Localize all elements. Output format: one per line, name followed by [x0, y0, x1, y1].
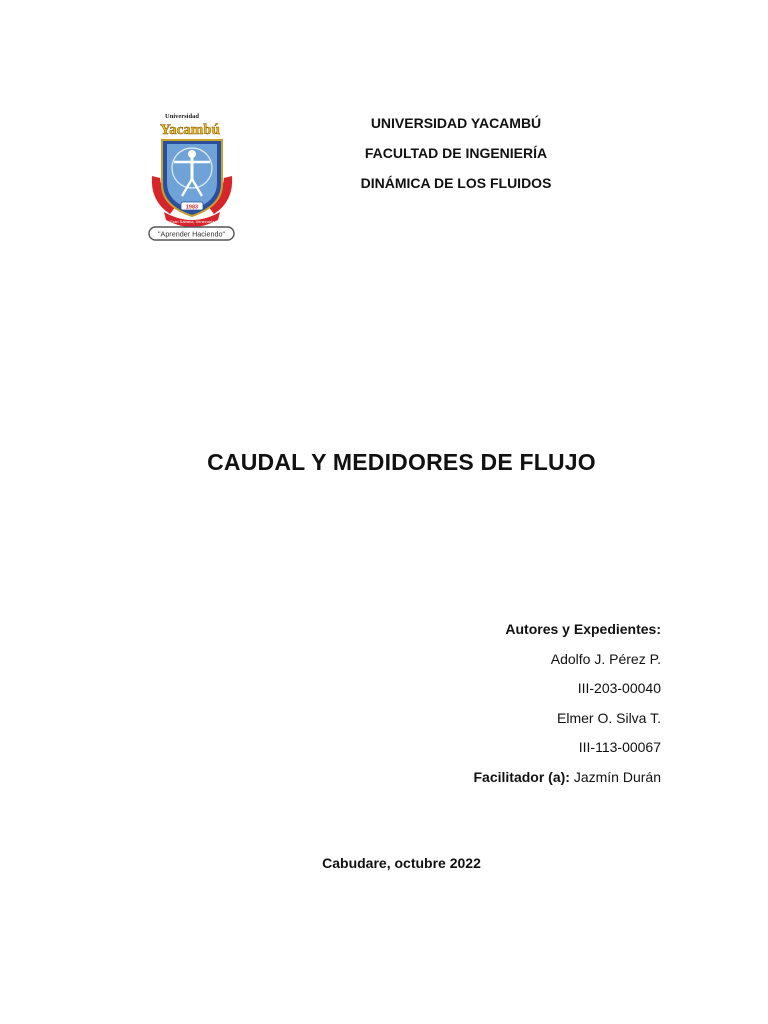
logo-brand-text: Yacambú: [159, 122, 221, 138]
faculty-name: FACULTAD DE INGENIERÍA: [364, 145, 548, 161]
author-record: III-113-00067: [578, 739, 661, 756]
logo-motto: "Aprender Haciendo": [157, 229, 226, 239]
university-name: UNIVERSIDAD YACAMBÚ: [370, 115, 542, 131]
authors-heading: Autores y Expedientes:: [505, 621, 661, 637]
university-logo: [146, 106, 238, 246]
logo-top-text: Universidad: [165, 113, 199, 120]
authors-block: [301, 615, 661, 793]
logo-ribbon-text: Gran Sabana, Venezuela: [169, 219, 215, 224]
author-name: Elmer O. Silva T.: [557, 709, 661, 726]
author-name: Adolfo J. Pérez P.: [550, 650, 661, 667]
facilitator-name: Jazmín Durán: [569, 768, 661, 785]
facilitator-line: [301, 763, 661, 793]
author-record: III-203-00040: [577, 680, 661, 697]
document-title: CAUDAL Y MEDIDORES DE FLUJO: [207, 449, 596, 475]
place-date: Cabudare, octubre 2022: [322, 855, 481, 871]
logo-year-text: 1983: [185, 204, 199, 211]
institution-header: [300, 108, 612, 198]
facilitator-label: Facilitador (a):: [473, 768, 570, 785]
course-name: DINÁMICA DE LOS FLUIDOS: [360, 175, 552, 191]
